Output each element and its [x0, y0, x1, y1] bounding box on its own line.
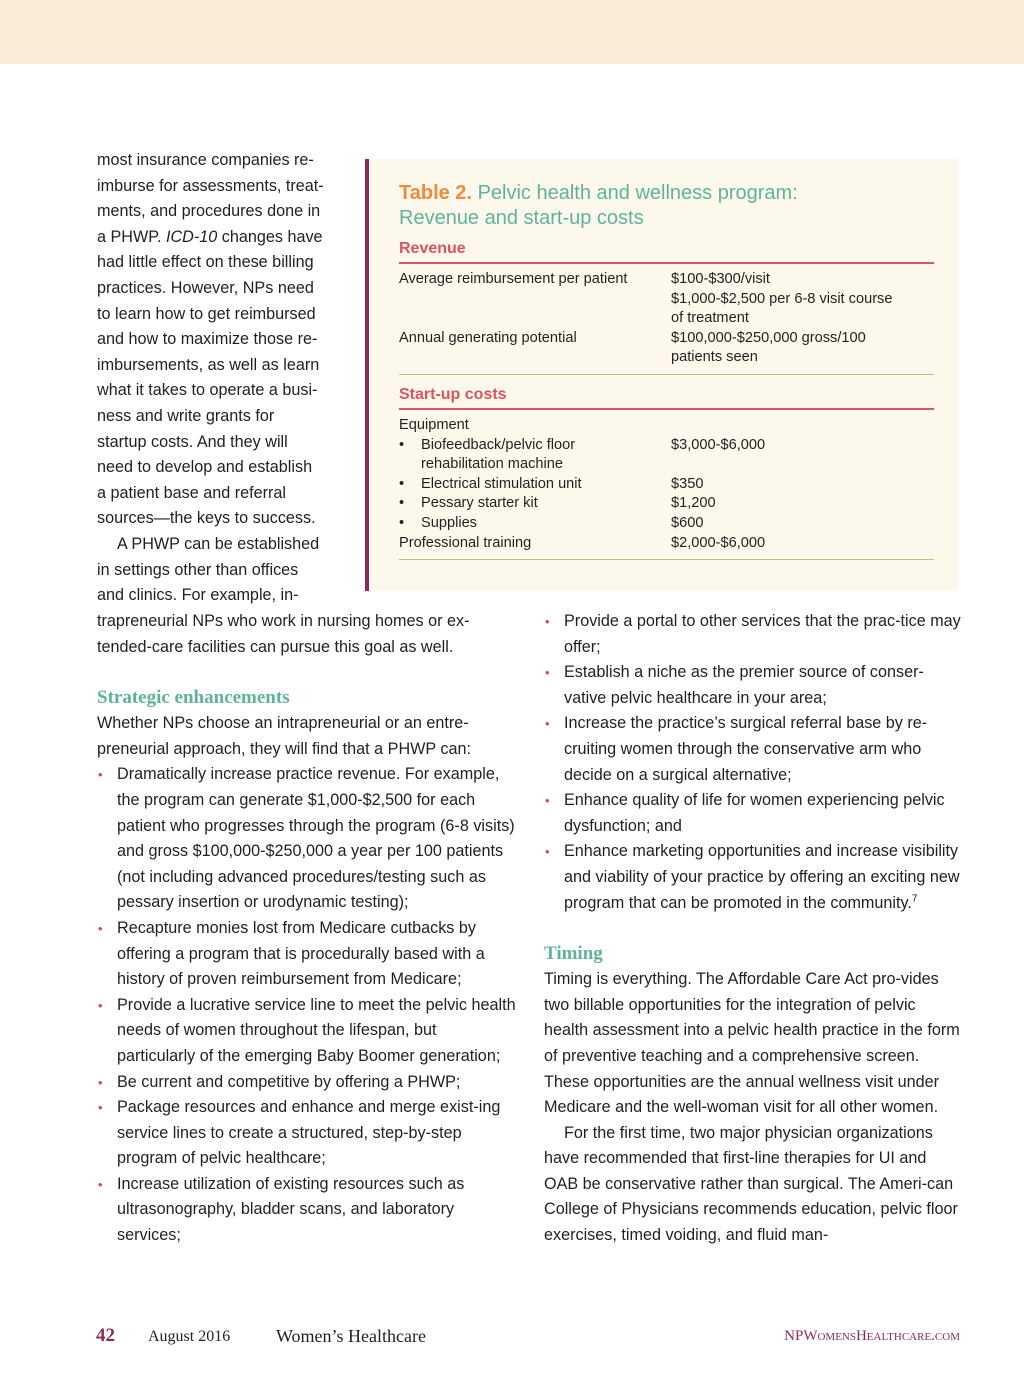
list-item: • Provide a lucrative service line to meet the pelvic health needs of women throughout the lifespan, but particularly of the emerging Baby Boomer generation;	[97, 993, 517, 1070]
divider	[399, 262, 934, 264]
table-title	[399, 181, 934, 231]
table-row: $1,000-$2,500 per 6-8 visit course	[671, 290, 893, 307]
divider	[399, 374, 934, 375]
bullet-icon: •	[98, 1074, 103, 1090]
page-footer	[0, 1325, 1024, 1349]
list-item: • Establish a niche as the premier source of conser-vative pelvic healthcare in your area;	[544, 660, 964, 711]
divider	[399, 559, 934, 560]
strategic-bullet-list	[97, 762, 517, 1248]
text-line: in settings other than offices	[97, 560, 299, 579]
text-line: what it takes to operate a busi-	[97, 381, 318, 400]
bullet-icon: •	[399, 436, 405, 453]
table-row: • Supplies $600	[399, 514, 934, 534]
text-line: and clinics. For example, in-	[97, 586, 299, 605]
table-row: Equipment	[399, 416, 469, 433]
table-row: • Pessary starter kit $1,200	[399, 494, 934, 514]
bullet-icon: •	[98, 1100, 103, 1116]
list-item: • Be current and competitive by offering a PHWP;	[97, 1070, 517, 1096]
right-bullet-list	[544, 609, 964, 916]
text-line: a patient base and referral	[97, 483, 286, 502]
bullet-icon: •	[98, 767, 103, 783]
table-row: Average reimbursement per patient $100-$300/visit	[399, 271, 770, 287]
list-item: • Enhance quality of life for women experiencing pelvic dysfunction; and	[544, 788, 964, 839]
text-line: trapreneurial NPs who work in nursing homes or ex-	[97, 612, 470, 630]
table-row: • Biofeedback/pelvic floor $3,000-$6,000	[399, 436, 934, 456]
list-item: • Increase utilization of existing resources such as ultrasonography, bladder scans, and laboratory services;	[97, 1172, 517, 1249]
right-column	[544, 609, 964, 1249]
table-row: patients seen	[671, 349, 758, 366]
table-2-box	[365, 159, 959, 591]
bullet-icon: •	[545, 716, 550, 732]
left-column-top	[97, 148, 347, 609]
text-line: sources—the keys to success.	[97, 509, 316, 528]
table-title-line2: Revenue and start-up costs	[399, 207, 644, 229]
strategic-intro: Whether NPs choose an intrapreneurial or an entre-preneurial approach, they will find that a PHWP can:	[97, 714, 472, 758]
timing-para2: For the first time, two major physician organizations have recommended that first-line therapies for UI and OAB be conservative rather than surgical. The Ameri-can College of Physicians recommends education, pelvic floor exercises, timed voiding, and fluid man-	[544, 1123, 958, 1245]
text-line: startup costs. And they will	[97, 432, 288, 451]
list-item: • Package resources and enhance and merge exist-ing service lines to create a structured, step-by-step program of pelvic healthcare;	[97, 1095, 517, 1172]
text-line: and how to maximize those re-	[97, 330, 318, 349]
startup-heading: Start-up costs	[399, 385, 507, 403]
bullet-icon: •	[545, 614, 550, 629]
journal-url[interactable]: NPWomensHealthcare.com	[784, 1328, 960, 1344]
bullet-icon: •	[98, 1176, 103, 1192]
table-title-line1: Pelvic health and wellness program:	[477, 182, 798, 204]
table-label: Table 2.	[399, 182, 472, 204]
text-line: ments, and procedures done in	[97, 202, 321, 221]
table-row: Professional training $2,000-$6,000	[399, 534, 766, 551]
text-line: a PHWP. ICD-10 changes have	[97, 227, 323, 246]
table-row: Annual generating potential $100,000-$250,000 gross/100	[399, 329, 866, 346]
journal-name: Women’s Healthcare	[276, 1326, 426, 1346]
top-band	[0, 0, 1024, 64]
strategic-heading: Strategic enhancements	[97, 687, 290, 709]
bullet-icon: •	[399, 514, 405, 531]
bullet-icon: •	[98, 920, 103, 936]
issue-date: August 2016	[148, 1328, 231, 1345]
text-line: ness and write grants for	[97, 406, 275, 425]
text-line: imburse for assessments, treat-	[97, 176, 324, 195]
text-line: to learn how to get reimbursed	[97, 304, 316, 323]
bullet-icon: •	[545, 793, 550, 809]
list-item: • Provide a portal to other services that the prac-tice may offer;	[544, 609, 964, 660]
table-row: of treatment	[671, 310, 749, 327]
table-row: rehabilitation machine	[421, 456, 563, 473]
table-row: • Electrical stimulation unit $350	[399, 475, 934, 495]
text-line: A PHWP can be established	[117, 534, 320, 553]
list-item: • Recapture monies lost from Medicare cutbacks by offering a program that is procedurally based with a history of proven reimbursement from Medicare;	[97, 916, 517, 993]
list-item: • Increase the practice’s surgical referral base by re-cruiting women through the conservative arm who decide on a surgical alternative;	[544, 711, 964, 788]
text-line: need to develop and establish	[97, 458, 313, 477]
list-item: • Dramatically increase practice revenue. For example, the program can generate $1,000-$2,500 for each patient who progresses through the program (6-8 visits) and gross $100,000-$250,000 a year per 100 patients (not including advanced procedures/testing such as pessary insertion or urodynamic testing);	[97, 762, 517, 916]
divider	[399, 408, 934, 410]
text-line: had little effect on these billing	[97, 253, 314, 272]
revenue-heading: Revenue	[399, 240, 466, 257]
timing-heading: Timing	[544, 943, 603, 965]
icd-italic: ICD-10	[165, 227, 218, 246]
bullet-icon: •	[98, 997, 103, 1013]
text-line: imbursements, as well as learn	[97, 355, 320, 374]
reference-superscript: 7	[911, 893, 918, 905]
left-column-bottom	[97, 609, 517, 1249]
bullet-icon: •	[545, 665, 550, 681]
bullet-icon: •	[545, 844, 550, 860]
bullet-icon: •	[399, 495, 405, 512]
list-item: • Enhance marketing opportunities and increase visibility and viability of your practice by offering an exciting new program that can be promoted in the community.$^7$	[544, 839, 964, 916]
text-line: tended-care facilities can pursue this goal as well.	[97, 637, 454, 656]
text-line: most insurance companies re-	[97, 151, 314, 169]
timing-para1: Timing is everything. The Affordable Care Act pro-vides two billable opportunities for the integration of pelvic health assessment into a pelvic health practice in the form of preventive teaching and a comprehensive screen. These opportunities are the annual wellness visit under Medicare and the well-woman visit for all other women.	[544, 970, 960, 1117]
bullet-icon: •	[399, 475, 405, 492]
text-line: practices. However, NPs need	[97, 278, 314, 297]
page-number: 42	[96, 1325, 115, 1346]
